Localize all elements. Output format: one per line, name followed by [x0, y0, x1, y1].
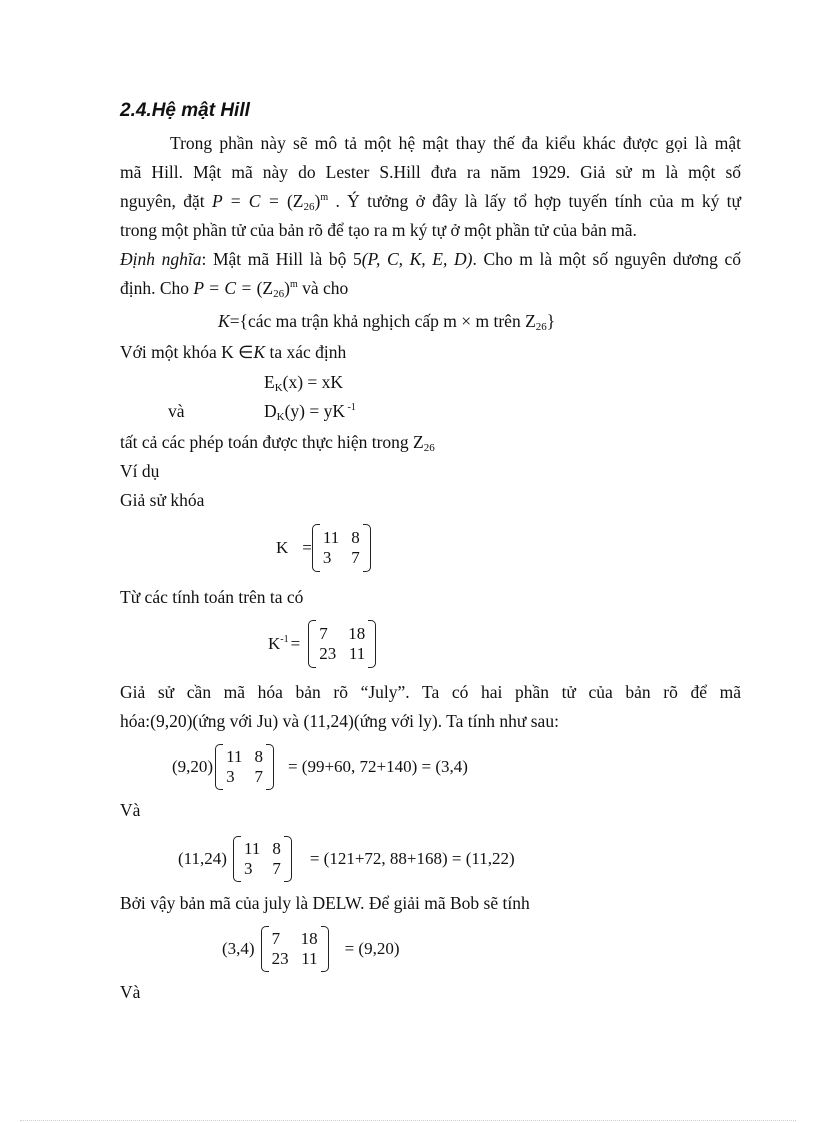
matrix-cell: 18 — [348, 624, 366, 643]
encrypt-july-line-2: hóa:(9,20)(ứng với Ju) và (11,24)(ứng với ly). Ta tính như sau: — [120, 711, 559, 731]
key-equals: = — [302, 538, 312, 557]
and-label-2: Và — [120, 982, 141, 1002]
definition-label: Định nghĩa — [120, 249, 202, 269]
key-label: K — [276, 538, 289, 557]
intro-line-2: mã Hill. Mật mã này do Lester S.Hill đưa ra năm 1929. Giả sử m là một số — [120, 162, 741, 182]
encrypt-july-line-1: Giả sử cần mã hóa bản rõ “July”. Ta có hai phần tử của bản rõ để mã — [120, 682, 741, 702]
section-heading: 2.4.Hệ mật Hill — [120, 100, 250, 121]
calc-3-result: = (9,20) — [344, 939, 400, 958]
definition-line-2: định. Cho $P = C = (Z_{26})^m$ và cho — [120, 278, 349, 300]
matrix-cell: 3 — [243, 859, 253, 878]
matrix-cell: 8 — [254, 747, 263, 766]
calc-1-result: = (99+60, 72+140) = (3,4) — [287, 757, 468, 776]
matrix-cell: 3 — [322, 548, 332, 567]
matrix-cell: 18 — [300, 929, 318, 948]
decryption-rule: $D_K(y)$ = yK $^{-1}$ — [264, 401, 356, 423]
inverse-key-label: $K^{-1}$ — [268, 634, 289, 653]
matrix-cell: 23 — [319, 644, 337, 663]
matrix-cell: 23 — [271, 949, 289, 968]
calc-2-matrix — [233, 836, 292, 882]
matrix-cell: 8 — [351, 528, 360, 547]
matrix-cell: 11 — [348, 644, 366, 663]
matrix-cell: 11 — [226, 747, 243, 766]
inverse-key-matrix — [308, 620, 376, 668]
matrix-cell: 3 — [226, 767, 235, 786]
intro-line-3: nguyên, đặt $P = C = (Z_{26})^m$ . Ý tưởng ở đây là lấy tổ hợp tuyến tính của m ký tự — [120, 191, 742, 213]
matrix-cell: 11 — [243, 839, 261, 858]
matrix-cell: 8 — [272, 839, 281, 858]
encryption-rule: $E_K(x)$ = xK — [264, 372, 344, 394]
matrix-cell: 7 — [272, 859, 281, 878]
calc-1 — [172, 744, 468, 790]
key-matrix-equation — [276, 524, 371, 572]
key-matrix — [312, 524, 371, 572]
key-set-definition: K={các ma trận khả nghịch cấp m × m trên $Z_{26}$} — [218, 311, 556, 333]
calc-2 — [178, 836, 515, 882]
assume-key-line: Giả sử khóa — [120, 490, 205, 510]
page-bottom-divider — [20, 1120, 796, 1121]
from-calc-line: Từ các tính toán trên ta có — [120, 587, 304, 607]
intro-line-4: trong một phần tử của bản rõ để tạo ra m ký tự ở một phần tử của bản mã. — [120, 220, 637, 240]
calc-1-matrix — [215, 744, 274, 790]
and-label: và — [168, 401, 185, 421]
matrix-cell: 7 — [271, 929, 281, 948]
matrix-cell: 7 — [319, 624, 328, 643]
calc-2-result: = (121+72, 88+168) = (11,22) — [309, 849, 515, 868]
inverse-key-equation — [268, 620, 376, 668]
calc-3 — [222, 926, 400, 972]
matrix-cell: 11 — [301, 949, 318, 968]
calc-1-vector: (9,20) — [172, 757, 214, 776]
matrix-cell: 11 — [322, 528, 340, 547]
operations-line: tất cả các phép toán được thực hiện trong $Z_{26}$ — [120, 432, 435, 454]
and-label-1: Và — [120, 800, 141, 820]
example-title: Ví dụ — [120, 461, 160, 481]
calc-2-vector: (11,24) — [178, 849, 227, 868]
matrix-cell: 7 — [351, 548, 360, 567]
definition-line-1: Định nghĩa: Mật mã Hill là bộ 5(P, C, K, E, D). Cho m là một số nguyên dương cố — [120, 249, 741, 269]
key-line: Với một khóa K ∈K ta xác định — [120, 342, 347, 362]
intro-line-1: Trong phần này sẽ mô tả một hệ mật thay thế đa kiểu khác được gọi là mật — [170, 133, 741, 153]
calc-3-vector: (3,4) — [222, 939, 255, 958]
matrix-cell: 7 — [254, 767, 263, 786]
inverse-key-equals: = — [290, 634, 301, 653]
cipher-result-line: Bởi vậy bản mã của july là DELW. Để giải mã Bob sẽ tính — [120, 893, 530, 913]
calc-3-matrix — [261, 926, 329, 972]
